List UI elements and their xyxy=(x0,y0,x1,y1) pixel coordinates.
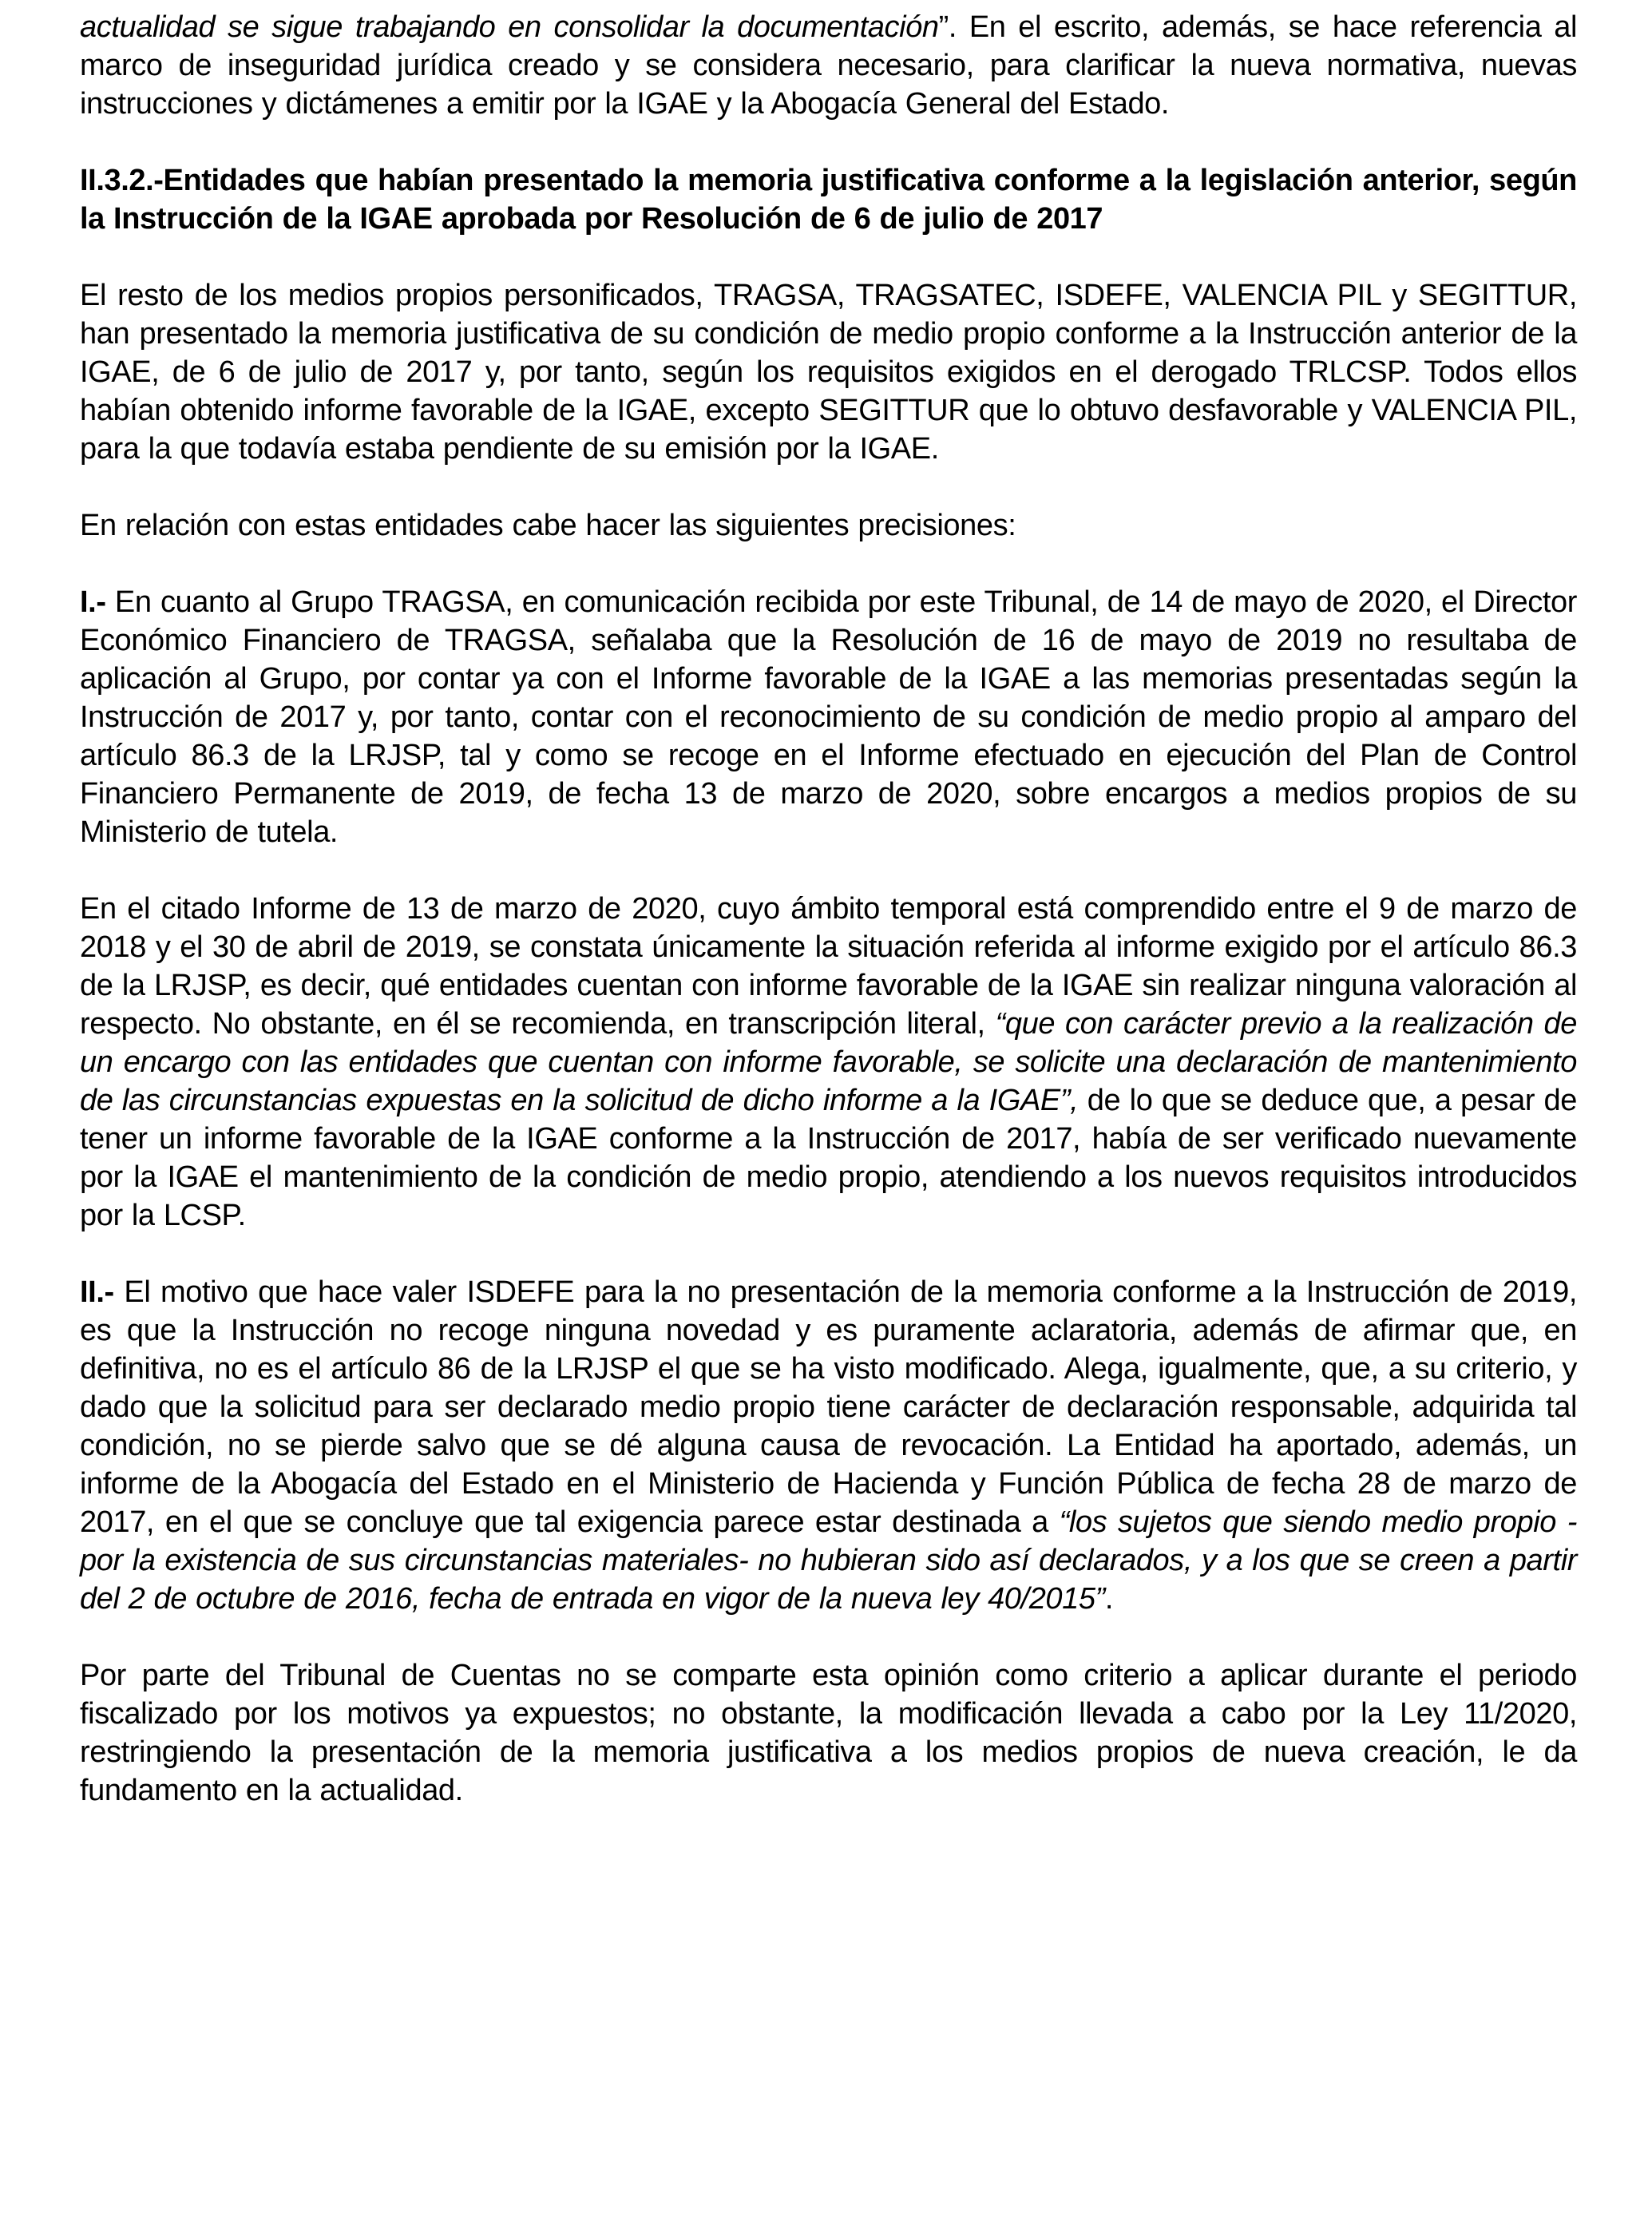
text-run: de lo que se deduce que, a pesar de tener un informe favorable de la IGAE conforme a la Instrucción de 2017, había de ser verificado nuevamente por la IGAE el mantenimiento de la condición de medio propio, atendiendo a los nuevos requisitos introducidos por la LCSP. xyxy=(80,1084,1577,1232)
bold-text-run: II.- xyxy=(80,1275,114,1309)
text-run: El resto de los medios propios personificados, TRAGSA, TRAGSATEC, ISDEFE, VALENCIA PIL y SEGITTUR, han presentado la memoria justificativa de su condición de medio propio conforme a la Instrucción anterior de la IGAE, de 6 de julio de 2017 y, por tanto, según los requisitos exigidos en el derogado TRLCSP. Todos ellos habían obtenido informe favorable de la IGAE, excepto SEGITTUR que lo obtuvo desfavorable y VALENCIA PIL, para la que todavía estaba pendiente de su emisión por la IGAE. xyxy=(80,279,1577,466)
section-heading xyxy=(80,161,1577,238)
paragraph-point-one xyxy=(80,583,1577,851)
italic-text-run: actualidad se sigue trabajando en consolidar la documentación xyxy=(80,10,939,44)
text-run: . xyxy=(1104,1582,1114,1616)
paragraph-informe-2020 xyxy=(80,890,1577,1235)
bold-text-run: I.- xyxy=(80,585,106,619)
text-run: En el citado Informe de 13 de marzo de 2020, cuyo ámbito temporal está comprendido entre el 9 de marzo de 2018 y el 30 de abril de 2019, se constata únicamente la situación referida al informe exigido por el artículo 86.3 de la LRJSP, es decir, qué entidades cuentan con informe favorable de la IGAE sin realizar ninguna valoración al respecto. No obstante, en él se recomienda, en transcripción literal, xyxy=(80,892,1577,1041)
paragraph-entities xyxy=(80,276,1577,468)
heading-text-run: II.3.2.-Entidades que habían presentado la memoria justificativa conforme a la legislación anterior, según la Instrucción de la IGAE aprobada por Resolución de 6 de julio de 2017 xyxy=(80,164,1577,236)
text-run: En relación con estas entidades cabe hacer las siguientes precisiones: xyxy=(80,509,1016,542)
paragraph-point-two xyxy=(80,1273,1577,1618)
paragraph-intro-precisions xyxy=(80,506,1577,545)
italic-quote-run: “los sujetos que siendo medio propio - por la existencia de sus circunstancias materiales- no hubieran sido así declarados, y a los que se creen a partir del 2 de octubre de 2016, fecha de entrada en vigor de la nueva ley 40/2015” xyxy=(80,1505,1577,1616)
paragraph-tribunal-opinion xyxy=(80,1656,1577,1810)
paragraph-continuation xyxy=(80,8,1577,123)
text-run: En cuanto al Grupo TRAGSA, en comunicación recibida por este Tribunal, de 14 de mayo de 2020, el Director Económico Financiero de TRAGSA, señalaba que la Resolución de 16 de mayo de 2019 no resultaba de aplicación al Grupo, por contar ya con el Informe favorable de la IGAE a las memorias presentadas según la Instrucción de 2017 y, por tanto, contar con el reconocimiento de su condición de medio propio al amparo del artículo 86.3 de la LRJSP, tal y como se recoge en el Informe efectuado en ejecución del Plan de Control Financiero Permanente de 2019, de fecha 13 de marzo de 2020, sobre encargos a medios propios de su Ministerio de tutela. xyxy=(80,585,1577,849)
text-run: ”. En el escrito, además, se hace referencia al marco de inseguridad jurídica creado y se considera necesario, para clarificar la nueva normativa, nuevas instrucciones y dictámenes a emitir por la IGAE y la Abogacía General del Estado. xyxy=(80,10,1578,121)
text-run: Por parte del Tribunal de Cuentas no se comparte esta opinión como criterio a aplicar durante el periodo fiscalizado por los motivos ya expuestos; no obstante, la modificación llevada a cabo por la Ley 11/2020, restringiendo la presentación de la memoria justificativa a los medios propios de nueva creación, le da fundamento en la actualidad. xyxy=(80,1659,1577,1807)
text-run: El motivo que hace valer ISDEFE para la no presentación de la memoria conforme a la Instrucción de 2019, es que la Instrucción no recoge ninguna novedad y es puramente aclaratoria, además de afirmar que, en definitiva, no es el artículo 86 de la LRJSP el que se ha visto modificado. Alega, igualmente, que, a su criterio, y dado que la solicitud para ser declarado medio propio tiene carácter de declaración responsable, adquirida tal condición, no se pierde salvo que se dé alguna causa de revocación. La Entidad ha aportado, además, un informe de la Abogacía del Estado en el Ministerio de Hacienda y Función Pública de fecha 28 de marzo de 2017, en el que se concluye que tal exigencia parece estar destinada a xyxy=(80,1275,1577,1539)
italic-quote-run: “que con carácter previo a la realización de un encargo con las entidades que cuentan con informe favorable, se solicite una declaración de mantenimiento de las circunstancias expuestas en la solicitud de dicho informe a la IGAE”, xyxy=(80,1007,1577,1117)
